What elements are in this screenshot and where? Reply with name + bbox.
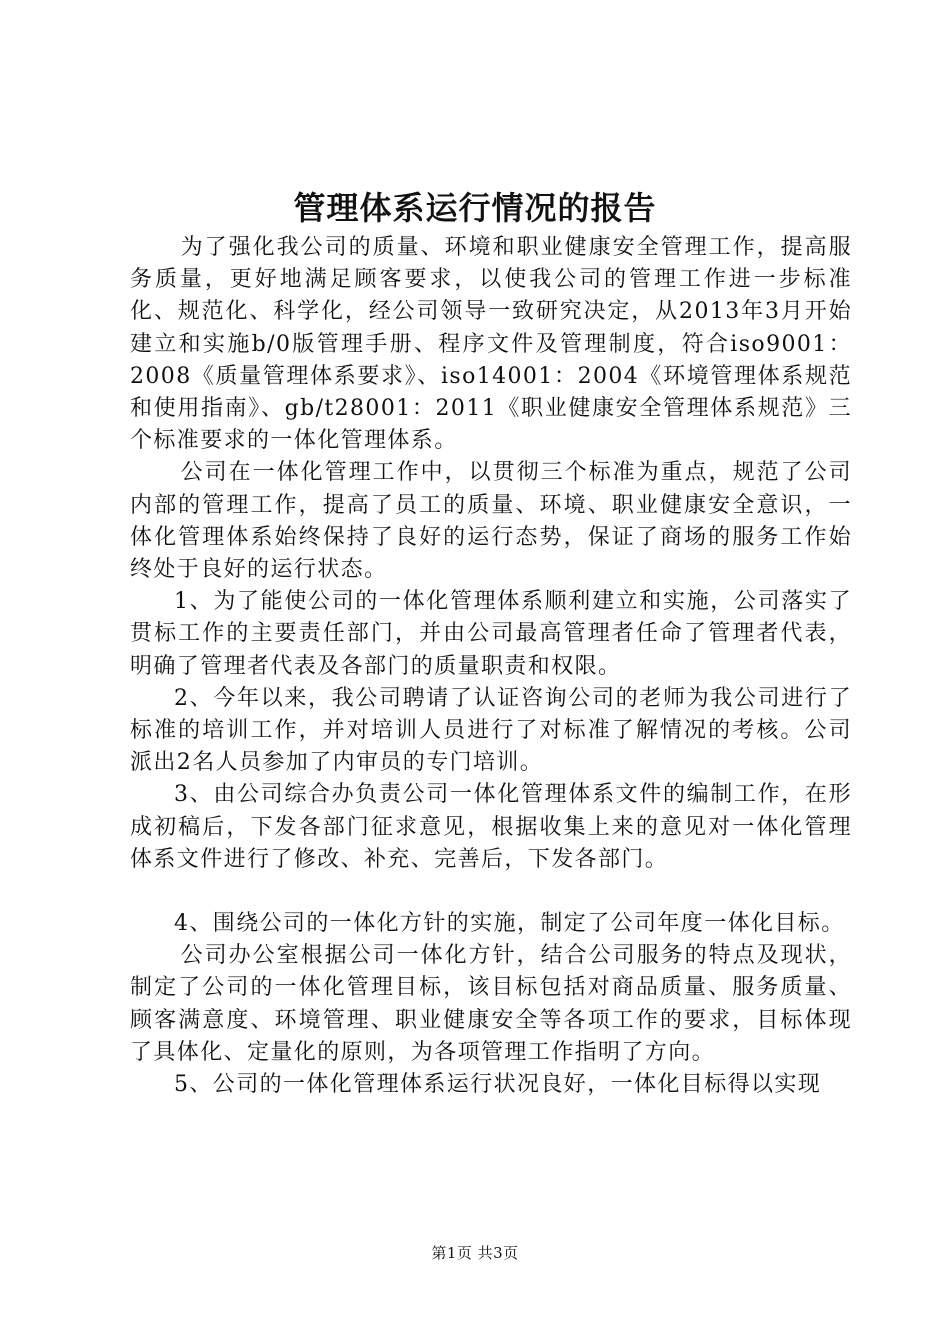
page-footer: 第1页 共3页 [431,1244,519,1262]
paragraph-objectives: 公司办公室根据公司一体化方针，结合公司服务的特点及现状，制定了公司的一体化管理目标，该目标包括对商品质量、服务质量、顾客满意度、环境管理、职业健康安全等各项工作的要求，目标体现了具体化、定量化的原则，为各项管理工作指明了方向。 [130,943,852,1065]
document-title: 管理体系运行情况的报告 [293,189,657,227]
paragraph-intro: 为了强化我公司的质量、环境和职业健康安全管理工作，提高服务质量，更好地满足顾客要求，以使我公司的管理工作进一步标准化、规范化、科学化，经公司领导一致研究决定，从2013年3月开始建立和实施b/0版管理手册、程序文件及管理制度，符合iso9001：2008《质量管理体系要求》、iso14001：2004《环境管理体系规范和使用指南》、gb/t28001：2011《职业健康安全管理体系规范》三个标准要求的一体化管理体系。 [130,235,852,454]
document-body [130,232,852,1101]
paragraph-item-4: 4、围绕公司的一体化方针的实施，制定了公司年度一体化目标。 [174,911,845,937]
paragraph-item-1: 1、为了能使公司的一体化管理体系顺利建立和实施，公司落实了贯标工作的主要责任部门，并由公司最高管理者任命了管理者代表，明确了管理者代表及各部门的质量职责和权限。 [130,589,852,679]
paragraph-item-5: 5、公司的一体化管理体系运行状况良好，一体化目标得以实现 [174,1072,822,1098]
paragraph-item-2: 2、今年以来，我公司聘请了认证咨询公司的老师为我公司进行了标准的培训工作，并对培训人员进行了对标准了解情况的考核。公司派出2名人员参加了内审员的专门培训。 [130,685,852,776]
paragraph-overview: 公司在一体化管理工作中，以贯彻三个标准为重点，规范了公司内部的管理工作，提高了员工的质量、环境、职业健康安全意识，一体化管理体系始终保持了良好的运行态势，保证了商场的服务工作始终处于良好的运行状态。 [130,460,852,583]
paragraph-item-3: 3、由公司综合办负责公司一体化管理体系文件的编制工作，在形成初稿后，下发各部门征求意见，根据收集上来的意见对一体化管理体系文件进行了修改、补充、完善后，下发各部门。 [130,782,852,872]
paragraph-spacer [130,876,852,908]
